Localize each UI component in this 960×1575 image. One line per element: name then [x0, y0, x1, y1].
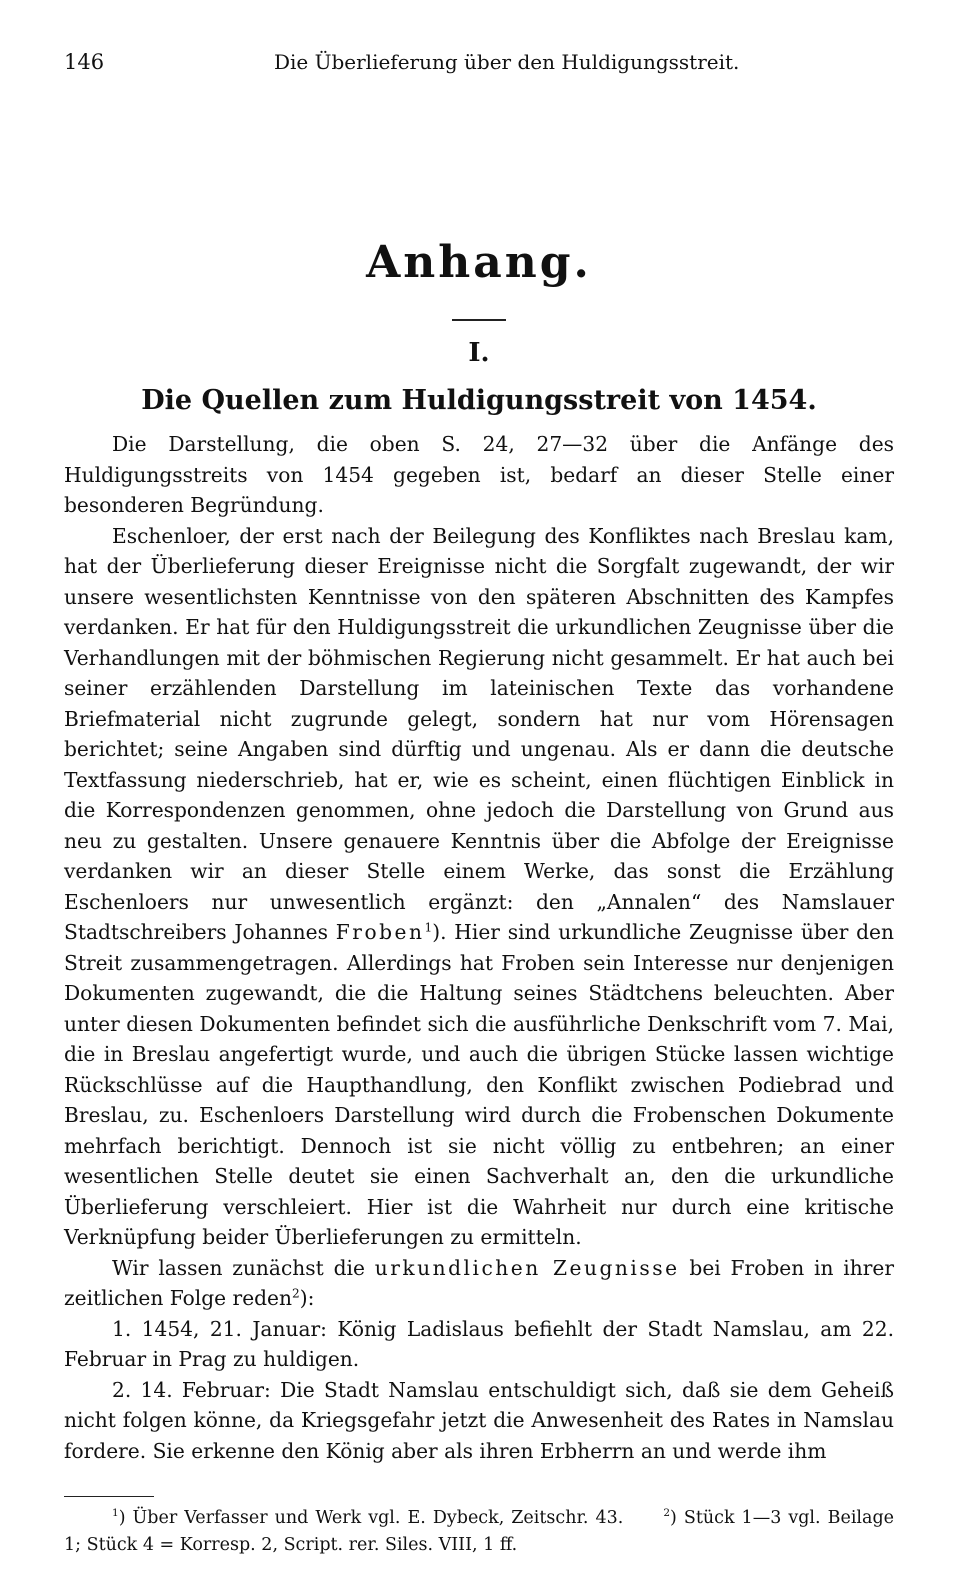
paragraph-1: Die Darstellung, die oben S. 24, 27—32 über die Anfänge des Huldigungsstreits von 1454 gegeben ist, bedarf an dieser Stelle einer besonderen Begründung. — [64, 432, 894, 517]
running-head — [64, 50, 894, 90]
footnote-divider — [64, 1496, 154, 1497]
section-number: I. — [468, 338, 490, 368]
footnotes — [64, 1505, 894, 1559]
footnote-2-mark: 2 — [663, 1507, 671, 1520]
list-item-2: 2. 14. Februar: Die Stadt Namslau entschuldigt sich, daß sie dem Geheiß nicht folgen könne, da Kriegsgefahr jetzt die Anwesenheit des Rates in Namslau fordere. Sie erkenne den König aber als ihren Erbherrn an und werde ihm — [64, 1377, 894, 1463]
body-text — [64, 429, 894, 1466]
running-title: Die Überlieferung über den Huldigungsstreit. — [274, 50, 740, 74]
footnote-1-text: ) Über Verfasser und Werk vgl. E. Dybeck, Zeitschr. 43. — [118, 1508, 624, 1528]
section-title: Die Quellen zum Huldigungsstreit von 1454. — [141, 385, 817, 416]
paragraph-2 — [64, 521, 894, 1253]
paragraph-3-part-c: ): — [299, 1286, 315, 1310]
paragraph-3-part-b: bei Froben in ihrer zeitlichen Folge reden — [64, 1255, 895, 1310]
paragraph-3 — [64, 1253, 894, 1314]
author-name-froben: Froben — [335, 920, 425, 944]
book-page — [64, 50, 894, 1559]
paragraph-2-part-a: Eschenloer, der erst nach der Beilegung des Konfliktes nach Breslau kam, hat der Überlieferung dieser Ereignisse nicht die Sorgfalt zugewandt, der wir unsere wesentlichsten Kenntnisse von den späteren Abschnitten des Kampfes verdanken. Er hat für den Huldigungsstreit die urkundlichen Zeugnisse über die Verhandlungen mit der böhmischen Regierung nicht gesammelt. Er hat auch bei seiner erzählenden Darstellung im lateinischen Texte das vorhandene Briefmaterial nicht zugrunde gelegt, sondern hat nur vom Hörensagen berichtet; seine Angaben sind dürftig und ungenau. Als er dann die deutsche Textfassung niederschrieb, hat er, wie es scheint, einen flüchtigen Einblick in die Korrespondenzen genommen, ohne jedoch die Darstellung von Grund aus neu zu gestalten. Unsere genauere Kenntnis über die Abfolge der Ereignisse verdanken wir an dieser Stelle einem Werke, das sonst die Erzählung Eschenloers nur unwesentlich ergänzt: den „Annalen“ des Namslauer Stadtschreibers Johannes — [64, 523, 894, 944]
footnote-ref-2: 2 — [292, 1286, 300, 1301]
paragraph-2-part-b: ). Hier sind urkundliche Zeugnisse über den Streit zusammengetragen. Allerdings hat Froben sein Interesse nur denjenigen Dokumenten zugewandt, die die Haltung seines Städtchens beleuchten. Aber unter diesen Dokumenten befindet sich die ausführliche Denkschrift vom 7. Mai, die in Breslau angefertigt wurde, und auch die übrigen Stücke lassen wichtige Rückschlüsse auf die Haupthandlung, den Konflikt zwischen Podiebrad und Breslau, zu. Eschenloers Darstellung wird durch die Frobenschen Dokumente mehrfach berichtigt. Dennoch ist sie nicht völlig zu entbehren; an einer wesentlichen Stelle deutet sie einen Sachverhalt an, den die urkundliche Überlieferung verschleiert. Hier ist die Wahrheit nur durch eine kritische Verknüpfung beider Überlieferungen zu ermitteln. — [64, 920, 895, 1249]
footnote-1 — [112, 1508, 623, 1528]
footnote-ref-1: 1 — [424, 920, 433, 935]
emphasis-urkundliche-zeugnisse: urkundlichen Zeugnisse — [374, 1255, 680, 1280]
title-divider — [452, 319, 506, 321]
appendix-title: Anhang. — [366, 237, 592, 288]
paragraph-3-part-a: Wir lassen zunächst die — [112, 1255, 365, 1280]
list-item-1: 1. 1454, 21. Januar: König Ladislaus befiehlt der Stadt Namslau, am 22. Februar in Prag zu huldigen. — [64, 1316, 894, 1371]
footnote-1-mark: 1 — [112, 1507, 119, 1520]
page-number: 146 — [64, 50, 105, 74]
footnote-2-text: ) Stück 1—3 vgl. Beilage 1; Stück 4 = Korresp. 2, Script. rer. Siles. VIII, 1 ff. — [64, 1508, 894, 1555]
